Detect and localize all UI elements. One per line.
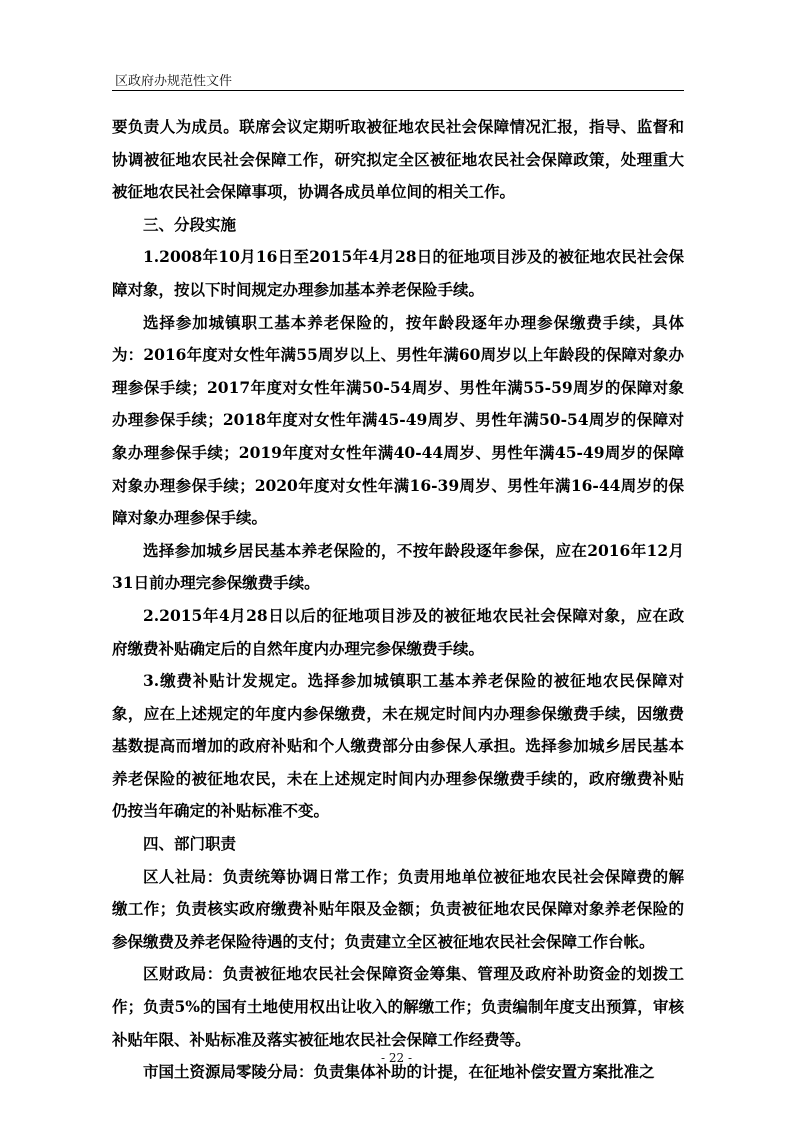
document-header: 区政府办规范性文件 <box>115 74 233 89</box>
paragraph-11: 市国土资源局零陵分局：负责集体补助的计提，在征地补偿安置方案批准之 <box>143 1062 655 1082</box>
paragraph-1: 要负责人为成员。联席会议定期听取被征地农民社会保障情况汇报，指导、监督和协调被征地农民社会保障工作，研究拟定全区被征地农民社会保障政策，处理重大被征地农民社会保障事项，协调各成员单位间的相关工作。 <box>112 117 684 202</box>
paragraph-3: 1.2008年10月16日至2015年4月28日的征地项目涉及的被征地农民社会保障对象，按以下时间规定办理参加基本养老保险手续。 <box>112 247 684 299</box>
page-number: - 22 - <box>380 1051 412 1065</box>
paragraph-7: 3.缴费补贴计发规定。选择参加城镇职工基本养老保险的被征地农民保障对象，应在上述规定的年度内参保缴费，未在规定时间内办理参保缴费手续，因缴费基数提高而增加的政府补贴和个人缴费部分由参保人承担。选择参加城乡居民基本养老保险的被征地农民，未在上述规定时间内办理参保缴费手续的，政府缴费补贴仍按当年确定的补贴标准不变。 <box>112 671 684 821</box>
paragraph-9: 区人社局：负责统筹协调日常工作；负责用地单位被征地农民社会保障费的解缴工作；负责核实政府缴费补贴年限及金额；负责被征地农民保障对象养老保险的参保缴费及养老保险待遇的支付；负责建立全区被征地农民社会保障工作台帐。 <box>112 866 684 951</box>
header-divider <box>112 90 684 91</box>
section-heading-3: 三、分段实施 <box>143 214 237 234</box>
paragraph-6: 2.2015年4月28日以后的征地项目涉及的被征地农民社会保障对象，应在政府缴费补贴确定后的自然年度内办理完参保缴费手续。 <box>112 605 684 658</box>
document-body <box>112 111 684 1089</box>
paragraph-10: 区财政局：负责被征地农民社会保障资金筹集、管理及政府补助资金的划拨工作；负责5%的国有土地使用权出让收入的解缴工作；负责编制年度支出预算，审核补贴年限、补贴标准及落实被征地农民社会保障工作经费等。 <box>112 964 684 1049</box>
paragraph-5: 选择参加城乡居民基本养老保险的，不按年龄段逐年参保，应在2016年12月31日前办理完参保缴费手续。 <box>112 540 684 593</box>
section-heading-4: 四、部门职责 <box>143 834 237 854</box>
paragraph-4: 选择参加城镇职工基本养老保险的，按年龄段逐年办理参保缴费手续，具体为：2016年度对女性年满55周岁以上、男性年满60周岁以上年龄段的保障对象办理参保手续；2017年度对女性年满50-54周岁、男性年满55-59周岁的保障对象办理参保手续；2018年度对女性年满45-49周岁、男性年满50-54周岁的保障对象办理参保手续；2019年度对女性年满40-44周岁、男性年满45-49周岁的保障对象办理参保手续；2020年度对女性年满16-39周岁、男性年满16-44周岁的保障对象办理参保手续。 <box>112 312 684 528</box>
